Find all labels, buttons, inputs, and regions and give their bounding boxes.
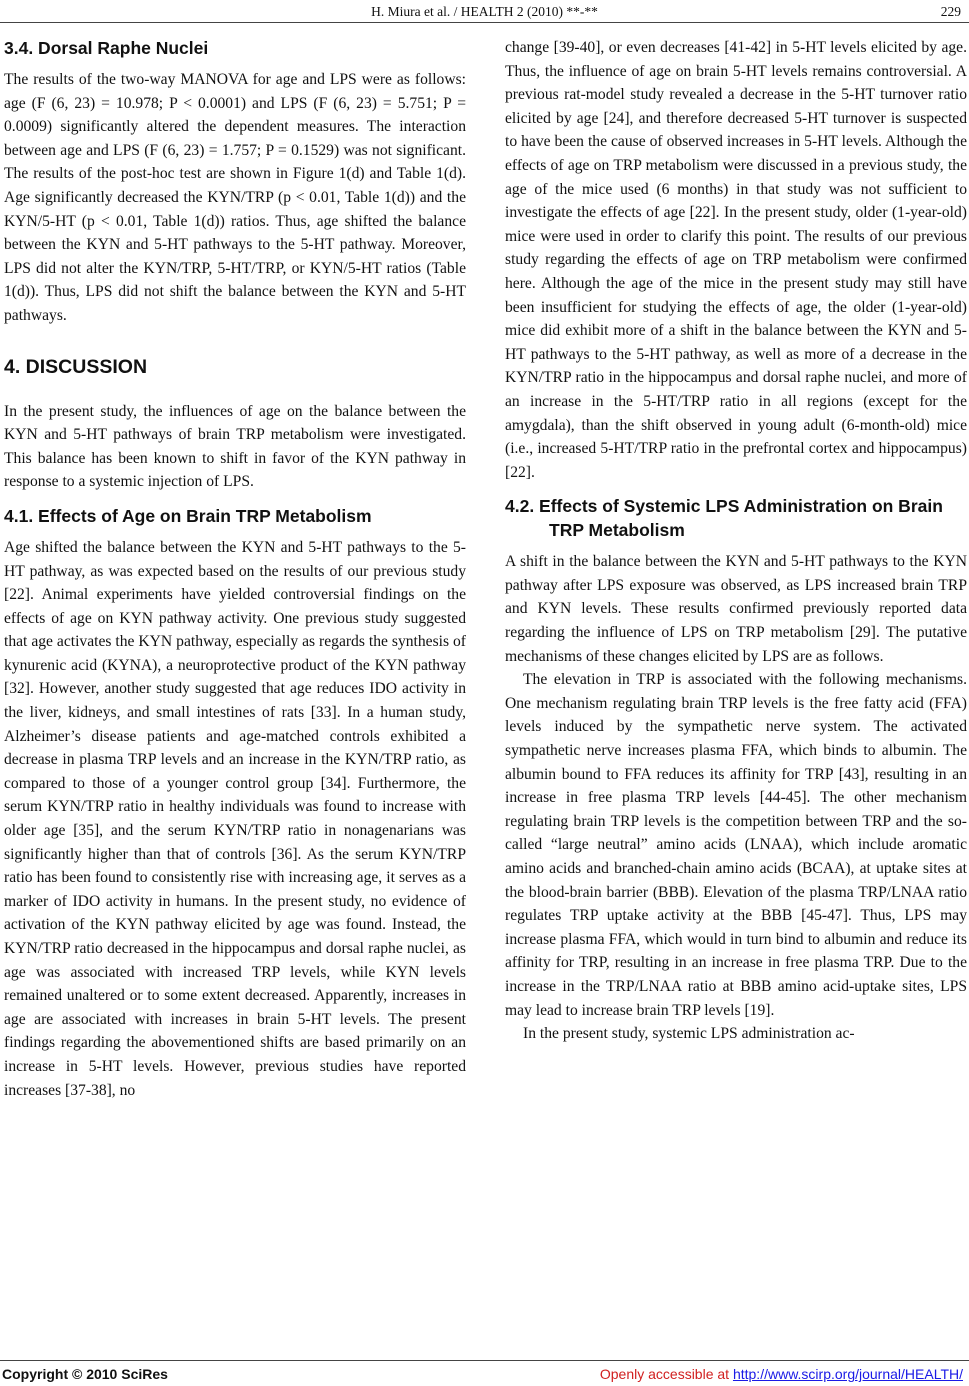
open-access-notice (600, 1365, 963, 1383)
page-footer (0, 1365, 969, 1385)
header-rule (0, 22, 969, 23)
section-4-1-heading: 4.1. Effects of Age on Brain TRP Metabolism (4, 505, 372, 526)
section-4-2-heading: 4.2. Effects of Systemic LPS Administration on Brain TRP Metabolism (505, 496, 943, 541)
journal-link[interactable]: http://www.scirp.org/journal/HEALTH/ (732, 1366, 963, 1382)
section-4-2-paragraph-1: A shift in the balance between the KYN and 5-HT pathways to the KYN pathway after LPS exposure was observed, as LPS increased brain TRP and KYN levels. These results confirmed previously reported data regarding the influence of LPS on TRP metabolism [29]. The putative mechanisms of these changes elicited by LPS are as follows. (505, 553, 967, 665)
section-4-heading: 4. DISCUSSION (4, 355, 148, 378)
running-header (0, 0, 969, 22)
section-4-2-paragraph-3: In the present study, systemic LPS administration ac- (523, 1025, 855, 1043)
footer-rule (0, 1360, 969, 1361)
open-access-label: Openly accessible at (599, 1366, 733, 1382)
page-number: 229 (940, 4, 961, 19)
continued-paragraph: change [39-40], or even decreases [41-42] in 5-HT levels elicited by age. Thus, the influence of age on brain 5-HT levels remains controversial. A previous rat-model study revealed a decrease in the 5-HT turnover ratio elicited by age [24], and therefore decreased 5-HT turnover is suspected to have been the cause of observed increases in 5-HT levels. Although the effects of age on TRP metabolism were discussed in a previous study, the age of the mice used (6 months) in that study was not sufficient to investigate the effects of age [22]. In the present study, older (1-year-old) mice were used in order to clarify this point. The results of our previous study regarding the effects of age on TRP metabolism were confirmed here. Although the age of the mice in the present study may still have been insufficient for studying the effects of age, the older (1-year-old) mice did exhibit more of a shift in the balance between the KYN and 5-HT pathways to the 5-HT pathway, as well as more of a decrease in the KYN/TRP ratio in the hippocampus and dorsal raphe nuclei, and more of an increase in the 5-HT/TRP ratio in all regions (except for the amygdala), than the shift observed in young adult (6-month-old) mice (i.e., increased 5-HT/TRP ratio in the prefrontal cortex and hippocampus) [22]. (505, 39, 967, 481)
section-4-2-paragraph-2: The elevation in TRP is associated with the following mechanisms. One mechanism regulating brain TRP levels is the free fatty acid (FFA) levels induced by the sympathetic nerve system. The activated sympathetic nerve increases plasma FFA, which binds to albumin. The albumin bound to FFA reduces its affinity for TRP [43], resulting in an increase in free plasma TRP levels [44-45]. The other mechanism regulating brain TRP levels is the competition between TRP and the so-called “large neutral” amino acids (LNAA), which include aromatic amino acids and branched-chain amino acids (BCAA), at uptake sites at the blood-brain barrier (BBB). Elevation of the plasma TRP/LNAA ratio regulates TRP uptake activity at the BBB [45-47]. Thus, LPS may increase plasma FFA, which would in turn bind to albumin and reduce its affinity for TRP, resulting in an increase in free plasma TRP. Due to the increase in the TRP/LNAA ratio at BBB amino acid-uptake sites, LPS may lead to increase brain TRP levels [19]. (505, 671, 967, 1019)
running-title: H. Miura et al. / HEALTH 2 (2010) **-** (371, 4, 598, 19)
discussion-intro-paragraph: In the present study, the influences of age on the balance between the KYN and 5-HT pathways of brain TRP metabolism were investigated. This balance has been known to shift in favor of the KYN pathway in response to a systemic injection of LPS. (4, 402, 466, 491)
section-4-1-paragraph: Age shifted the balance between the KYN and 5-HT pathways to the 5-HT pathway, as was expected based on the results of our previous study [22]. Animal experiments have yielded controversial findings on the effects of age on KYN pathway activity. One previous study suggested that age activates the KYN pathway, especially as regards the synthesis of kynurenic acid (KYNA), a neuroprotective product of the KYN pathway [32]. However, another study suggested that age reduces IDO activity in the liver, kidneys, and small intestines of rats [33]. In a human study, Alzheimer’s disease patients and age-matched controls exhibited a decrease in plasma TRP levels and an increase in the KYN/TRP ratio, as compared to those of a younger control group [34]. Furthermore, the serum KYN/TRP ratio in healthy individuals was found to increase with older age [35], and the serum KYN/TRP ratio in nonagenarians was significantly higher than that of controls [36]. As the serum KYN/TRP ratio has been found to consistently rise with increasing age, it serves as a marker of IDO activity in humans. In the present study, no evidence of activation of the KYN pathway elicited by age was found. Instead, the KYN/TRP ratio decreased in the hippocampus and dorsal raphe nuclei, as age was associated with increased TRP levels, while KYN levels remained unaltered or to some extent decreased. Apparently, increases in age are associated with increases in brain 5-HT levels. The present findings regarding the abovementioned shifts are based primarily on an increase in 5-HT levels. However, previous studies have reported increases [37-38], no (4, 538, 466, 1099)
left-column (4, 36, 466, 1102)
section-3-4-paragraph: The results of the two-way MANOVA for age and LPS were as follows: age (F (6, 23) = 10.978; P < 0.0001) and LPS (F (6, 23) = 5.751; P = 0.0009) significantly altered the dependent measures. The interaction between age and LPS (F (6, 23) = 1.757; P = 0.1529) was not significant. The results of the post-hoc test are shown in Figure 1(d) and Table 1(d). Age significantly decreased the KYN/TRP (p < 0.01, Table 1(d)) and the KYN/5-HT (p < 0.01, Table 1(d)) ratios. Thus, age shifted the balance between the KYN and 5-HT pathways to the 5-HT pathway. Moreover, LPS did not alter the KYN/TRP, 5-HT/TRP, or KYN/5-HT ratios (Table 1(d)). Thus, LPS did not shift the balance between the KYN and 5-HT pathways. (4, 71, 466, 324)
section-3-4-heading: 3.4. Dorsal Raphe Nuclei (4, 38, 209, 58)
right-column (505, 36, 967, 1046)
copyright-notice: Copyright © 2010 SciRes (2, 1366, 168, 1382)
